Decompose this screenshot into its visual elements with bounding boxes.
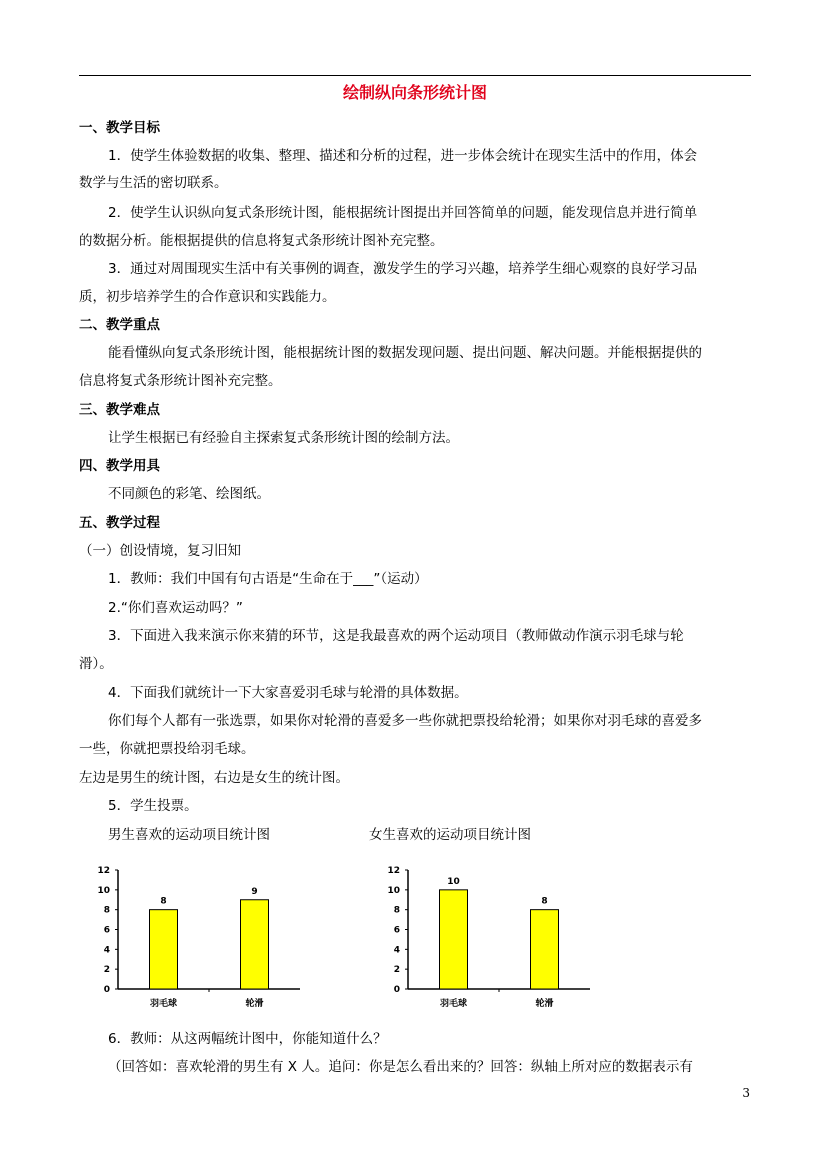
bar-0 xyxy=(440,890,468,989)
y-tick-label: 10 xyxy=(387,885,400,896)
y-tick-label: 0 xyxy=(103,985,110,995)
y-tick-label: 4 xyxy=(393,945,400,956)
boys-bar-chart xyxy=(90,860,320,1015)
y-tick-label: 6 xyxy=(393,925,400,936)
x-tick-label: 轮滑 xyxy=(535,999,554,1009)
y-tick-label: 6 xyxy=(103,925,110,936)
section-heading-difficulties: 三、教学难点 xyxy=(79,402,160,418)
paragraph-line: 1．教师：我们中国有句古语是“生命在于___”（运动） xyxy=(108,571,428,587)
paragraph-line: 让学生根据已有经验自主探索复式条形统计图的绘制方法。 xyxy=(108,430,459,446)
subsection-heading: （一）创设情境，复习旧知 xyxy=(79,543,241,559)
x-tick-label: 羽毛球 xyxy=(439,999,468,1009)
paragraph-line: 质，初步培养学生的合作意识和实践能力。 xyxy=(79,289,336,305)
paragraph-line: 3．通过对周围现实生活中有关事例的调查，激发学生的学习兴趣，培养学生细心观察的良好学习品 xyxy=(108,261,698,277)
paragraph-line: 的数据分析。能根据提供的信息将复式条形统计图补充完整。 xyxy=(79,233,444,249)
bar-0 xyxy=(150,910,178,989)
paragraph-line: 2．使学生认识纵向复式条形统计图，能根据统计图提出并回答简单的问题，能发现信息并进行简单 xyxy=(108,205,698,221)
y-tick-label: 12 xyxy=(387,866,400,876)
x-tick-label: 轮滑 xyxy=(245,999,264,1009)
data-label: 9 xyxy=(251,886,258,897)
paragraph-line: 你们每个人都有一张选票，如果你对轮滑的喜爱多一些你就把票投给轮滑；如果你对羽毛球的喜爱多 xyxy=(108,713,702,729)
data-label: 8 xyxy=(160,896,167,907)
header-rule xyxy=(79,75,751,76)
paragraph-line: 1．使学生体验数据的收集、整理、描述和分析的过程，进一步体会统计在现实生活中的作用，体会 xyxy=(108,148,698,164)
paragraph-line: 5．学生投票。 xyxy=(108,798,198,814)
chart-title-girls: 女生喜欢的运动项目统计图 xyxy=(369,827,531,843)
paragraph-line: 信息将复式条形统计图补充完整。 xyxy=(79,373,282,389)
paragraph-line: 4．下面我们就统计一下大家喜爱羽毛球与轮滑的具体数据。 xyxy=(108,685,468,701)
data-label: 10 xyxy=(447,876,460,887)
paragraph-line: 能看懂纵向复式条形统计图，能根据统计图的数据发现问题、提出问题、解决问题。并能根据提供的 xyxy=(108,345,702,361)
paragraph-line: （回答如：喜欢轮滑的男生有 X 人。追问：你是怎么看出来的？回答：纵轴上所对应的数据表示有 xyxy=(108,1059,693,1075)
bar-1 xyxy=(531,910,559,989)
girls-bar-chart xyxy=(380,860,610,1015)
chart-title-boys: 男生喜欢的运动项目统计图 xyxy=(108,827,270,843)
page-number: 3 xyxy=(742,1086,750,1100)
y-tick-label: 4 xyxy=(103,945,110,956)
y-tick-label: 8 xyxy=(393,905,400,916)
y-tick-label: 2 xyxy=(103,965,110,976)
y-tick-label: 2 xyxy=(393,965,400,976)
paragraph-line: 3．下面进入我来演示你来猜的环节，这是我最喜欢的两个运动项目（教师做动作演示羽毛球与轮 xyxy=(108,628,684,644)
paragraph-line: 6．教师：从这两幅统计图中，你能知道什么？ xyxy=(108,1031,387,1047)
section-heading-objectives: 一、教学目标 xyxy=(79,120,160,136)
section-heading-key-points: 二、教学重点 xyxy=(79,317,160,333)
section-heading-process: 五、教学过程 xyxy=(79,515,160,531)
y-tick-label: 8 xyxy=(103,905,110,916)
paragraph-line: 数学与生活的密切联系。 xyxy=(79,175,228,191)
paragraph-line: 2.“你们喜欢运动吗？” xyxy=(108,600,243,616)
paragraph-line: 左边是男生的统计图，右边是女生的统计图。 xyxy=(79,770,349,786)
section-heading-tools: 四、教学用具 xyxy=(79,458,160,474)
data-label: 8 xyxy=(541,896,548,907)
paragraph-line: 不同颜色的彩笔、绘图纸。 xyxy=(108,486,270,502)
y-tick-label: 0 xyxy=(393,985,400,995)
page-title: 绘制纵向条形统计图 xyxy=(342,83,487,102)
y-tick-label: 10 xyxy=(97,885,110,896)
paragraph-line: 滑）。 xyxy=(79,656,113,672)
bar-1 xyxy=(241,900,269,989)
y-tick-label: 12 xyxy=(97,866,110,876)
x-tick-label: 羽毛球 xyxy=(149,999,178,1009)
paragraph-line: 一些，你就把票投给羽毛球。 xyxy=(79,741,255,757)
